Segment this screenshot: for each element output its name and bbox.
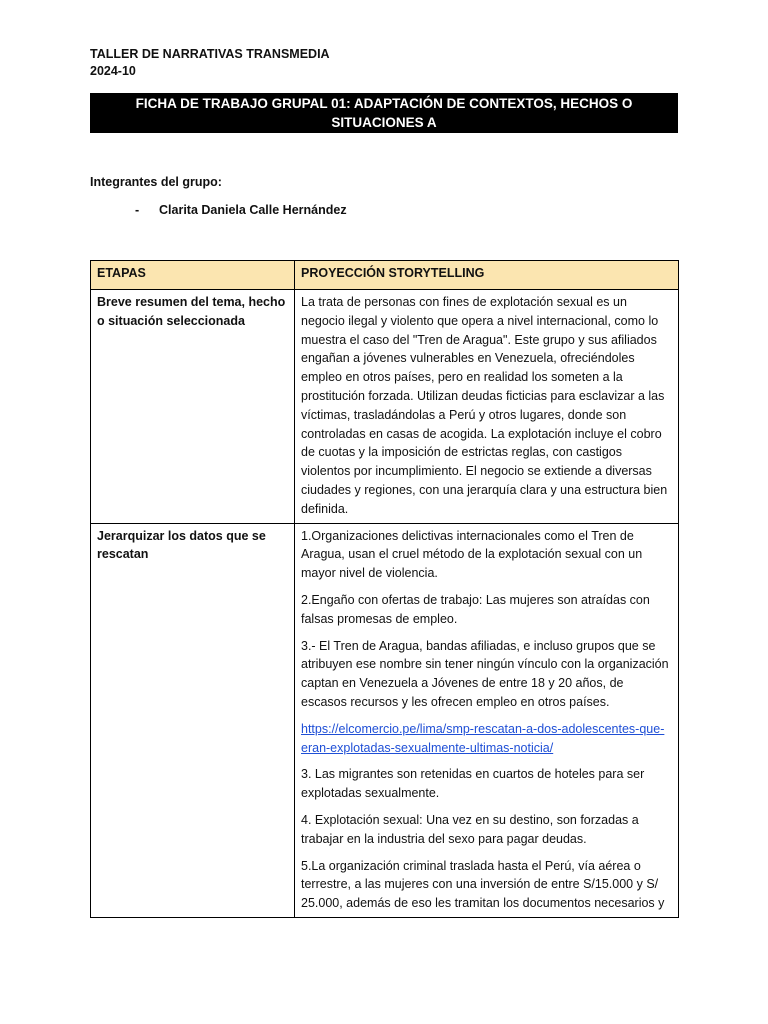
term-code: 2024-10 xyxy=(90,64,136,78)
table-header-row xyxy=(91,261,679,290)
source-link-paragraph xyxy=(301,720,672,758)
row-label-jerarquizar: Jerarquizar los datos que se rescatan xyxy=(91,523,295,917)
member-name: Clarita Daniela Calle Hernández xyxy=(159,203,347,217)
row-content-resumen xyxy=(295,290,679,524)
data-point-5: 4. Explotación sexual: Una vez en su destino, son forzadas a trabajar en la industria del sexo para pagar deudas. xyxy=(301,812,639,846)
table-row xyxy=(91,523,679,917)
summary-paragraph: La trata de personas con fines de explotación sexual es un negocio ilegal y violento que opera a nivel internacional, como lo muestra el caso del "Tren de Aragua". Este grupo y sus afiliados engañan a jóvenes vulnerables en Venezuela, ofreciéndoles empleo en otros países, pero en realidad los someten a la prostitución forzada. Utilizan deudas ficticias para esclavizar a las víctimas, trasladándolas a Perú y otros lugares, donde son controladas en casas de acogida. La explotación incluye el cobro de cuotas y la imposición de estrictas reglas, con castigos violentos por incumplimiento. El negocio se extiende a diversas ciudades y regiones, con una jerarquía clara y una estructura bien definida. xyxy=(301,295,668,516)
table-row xyxy=(91,290,679,524)
course-title: TALLER DE NARRATIVAS TRANSMEDIA xyxy=(90,47,330,61)
member-item xyxy=(135,203,347,217)
worksheet-title-banner xyxy=(90,93,678,149)
source-link[interactable]: https://elcomercio.pe/lima/smp-rescatan-a-dos-adolescentes-que-eran-explotadas-sexualmente-ultimas-noticia/ xyxy=(301,721,665,755)
data-point-6: 5.La organización criminal traslada hasta el Perú, vía aérea o terrestre, a las mujeres con una inversión de entre S/15.000 y S/ 25.000, además de eso les tramitan los documentos necesarios y xyxy=(301,858,665,911)
storytelling-table xyxy=(90,260,679,918)
header-etapas: ETAPAS xyxy=(91,261,295,290)
row-label-resumen: Breve resumen del tema, hecho o situación seleccionada xyxy=(91,290,295,524)
data-point-2: 2.Engaño con ofertas de trabajo: Las mujeres son atraídas con falsas promesas de empleo. xyxy=(301,592,650,626)
row-content-jerarquizar xyxy=(295,523,679,917)
banner-line-2: RECURSOS STORYTELLING TRANSMEDIA xyxy=(245,134,523,149)
list-dash: - xyxy=(135,203,140,217)
header-proyeccion: PROYECCIÓN STORYTELLING xyxy=(295,261,679,290)
members-label: Integrantes del grupo: xyxy=(90,175,222,189)
document-header xyxy=(90,46,330,80)
data-point-1: 1.Organizaciones delictivas internacionales como el Tren de Aragua, usan el cruel método de la explotación sexual con un mayor nivel de violencia. xyxy=(301,528,643,581)
data-point-4: 3. Las migrantes son retenidas en cuartos de hoteles para ser explotadas sexualmente. xyxy=(301,767,645,801)
banner-line-1: FICHA DE TRABAJO GRUPAL 01: ADAPTACIÓN DE CONTEXTOS, HECHOS O SITUACIONES A xyxy=(135,96,633,130)
data-point-3: 3.- El Tren de Aragua, bandas afiliadas, e incluso grupos que se atribuyen ese nombre sin tener ningún vínculo con la organización captan en Venezuela a Jóvenes de entre 18 y 20 años, de escasos recursos y les ofrecen empleo en otros países. xyxy=(301,638,669,709)
